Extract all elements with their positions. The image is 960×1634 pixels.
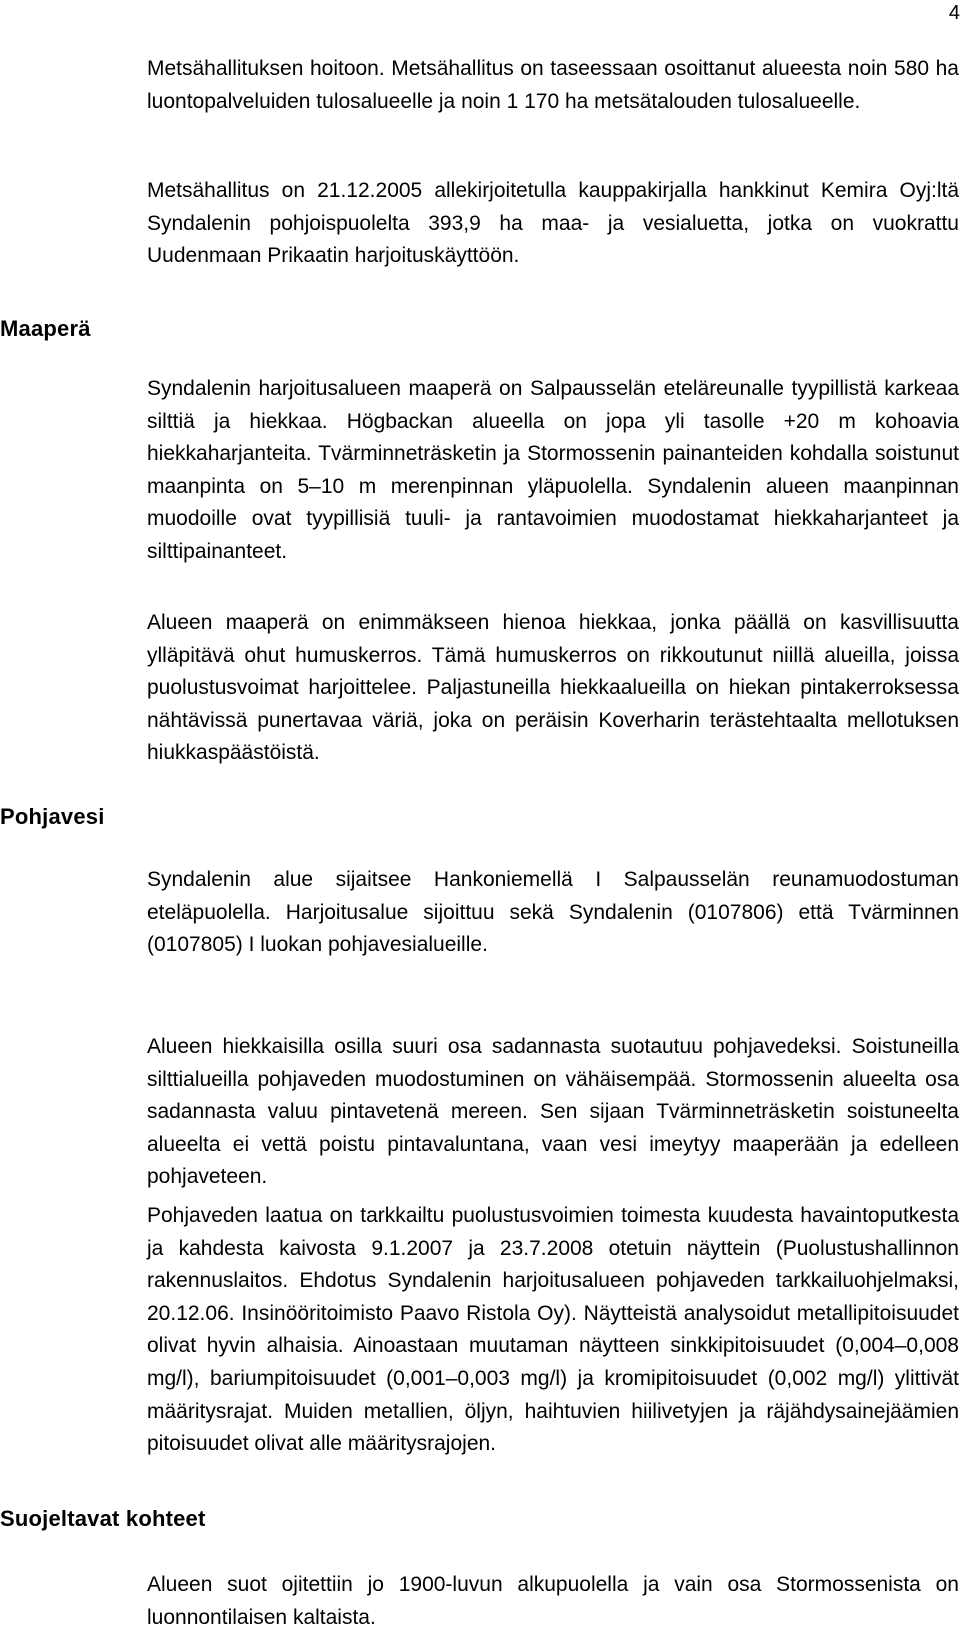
pohjavesi-paragraph-3: Pohjaveden laatua on tarkkailtu puolustusvoimien toimesta kuudesta havaintoputkesta ja kahdesta kaivosta 9.1.2007 ja 23.7.2008 otetuin näyttein (Puolustushallinnon rakennuslaitos. Ehdotus Syndalenin harjoitusalueen pohjaveden tarkkailuohjelmaksi, 20.12.06. Insinööritoimisto Paavo Ristola Oy). Näytteistä analysoidut metallipitoisuudet olivat hyvin alhaisia. Ainoastaan muutaman näytteen sinkkipitoisuudet (0,004–0,008 mg/l), bariumpitoisuudet (0,001–0,003 mg/l) ja kromipitoisuudet (0,002 mg/l) ylittivät määritysrajat. Muiden metallien, öljyn, haihtuvien hiilivetyjen ja räjähdysainejäämien pitoisuudet olivat alle määritysrajojen.: [147, 1204, 959, 1456]
section-heading-pohjavesi: Pohjavesi: [0, 804, 105, 829]
pohjavesi-paragraph-1: Syndalenin alue sijaitsee Hankoniemellä I Salpausselän reunamuodostuman eteläpuolella. Harjoitusalue sijoittuu sekä Syndalenin (0107806) että Tvärminnen (0107805) I luokan pohjavesialueille.: [147, 868, 959, 957]
maapera-paragraph-1: Syndalenin harjoitusalueen maaperä on Salpausselän eteläreunalle tyypillistä karkeaa silttiä ja hiekkaa. Högbackan alueella on jopa yli tasolle +20 m kohoavia hiekkaharjanteita. Tvärminneträsketin ja Stormossenin painanteiden kohdalla soistunut maanpinta on 5–10 m merenpinnan yläpuolella. Syndalenin alueen maanpinnan muodoille ovat tyypillisiä tuuli- ja rantavoimien muodostamat hiekkaharjanteet ja silttipainanteet.: [147, 377, 959, 563]
page-number: 4: [948, 2, 960, 24]
section-heading-suojeltavat: Suojeltavat kohteet: [0, 1506, 206, 1531]
intro-paragraph-1: Metsähallituksen hoitoon. Metsähallitus on taseessaan osoittanut alueesta noin 580 ha luontopalveluiden tulosalueelle ja noin 1 170 ha metsätalouden tulosalueelle.: [147, 57, 959, 113]
intro-paragraph-2: Metsähallitus on 21.12.2005 allekirjoitetulla kauppakirjalla hankkinut Kemira Oyj:ltä Syndalenin pohjoispuolelta 393,9 ha maa- ja vesialuetta, jotka on vuokrattu Uudenmaan Prikaatin harjoituskäyttöön.: [147, 179, 959, 268]
pohjavesi-paragraph-2: Alueen hiekkaisilla osilla suuri osa sadannasta suotautuu pohjavedeksi. Soistuneilla silttialueilla pohjaveden muodostuminen on vähäisempää. Stormossenin alueelta osa sadannasta valuu pintavetenä mereen. Sen sijaan Tvärminneträsketin soistuneelta alueelta ei vettä poistu pintavaluntana, vaan vesi imeytyy maaperään ja edelleen pohjaveteen.: [147, 1035, 959, 1189]
section-heading-maapera: Maaperä: [0, 316, 91, 341]
maapera-paragraph-2: Alueen maaperä on enimmäkseen hienoa hiekkaa, jonka päällä on kasvillisuutta ylläpitävä ohut humuskerros. Tämä humuskerros on rikkoutunut niillä alueilla, joissa puolustusvoimat harjoittelee. Paljastuneilla hiekkaalueilla on hiekan pintakerroksessa nähtävissä punertavaa väriä, joka on peräisin Koverharin terästehtaalta mellotuksen hiukkaspäästöistä.: [147, 611, 959, 765]
suojeltavat-paragraph-1: Alueen suot ojitettiin jo 1900-luvun alkupuolella ja vain osa Stormossenista on luonnontilaisen kaltaista.: [147, 1573, 959, 1629]
